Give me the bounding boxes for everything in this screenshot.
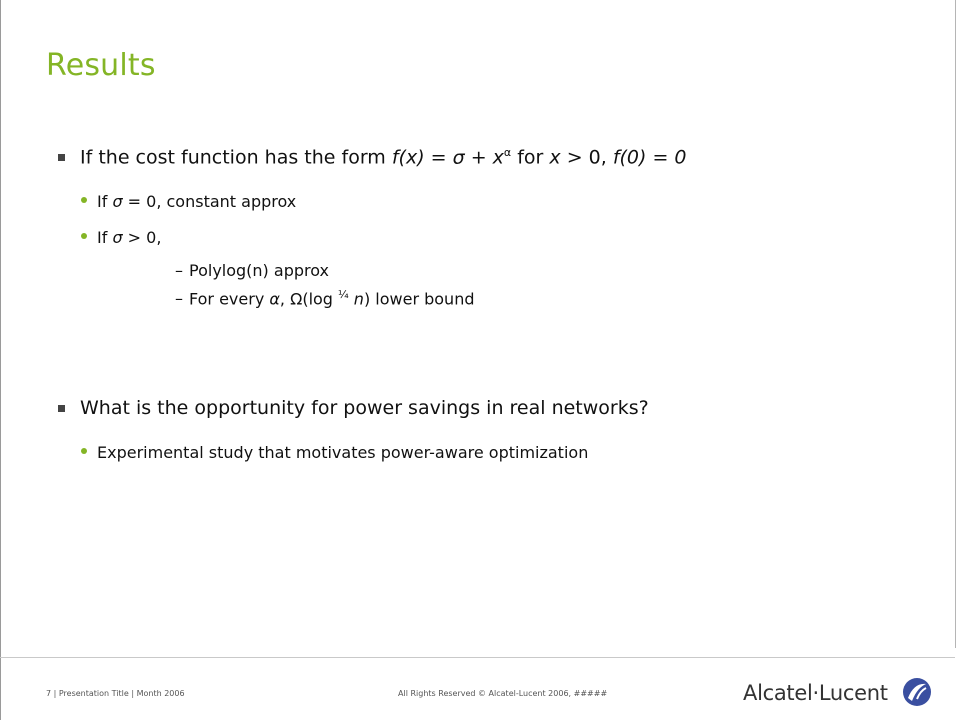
plus-sign: + xyxy=(464,146,493,169)
omega-symbol: Ω xyxy=(290,289,303,309)
slide-title: Results xyxy=(46,48,156,83)
sub-bullet-experimental-study: Experimental study that motivates power-aware optimization xyxy=(97,443,589,462)
formula-f0: f(0) = 0 xyxy=(612,146,687,169)
condition-text: > 0, xyxy=(560,146,613,169)
sub-bullet-sigma-positive xyxy=(97,228,161,247)
dot-bullet-icon xyxy=(81,448,87,454)
dot-bullet-icon xyxy=(81,233,87,239)
bullet-power-savings: What is the opportunity for power savings in real networks? xyxy=(80,397,649,419)
variable-n: n xyxy=(348,289,364,309)
sub-bullet-text: If xyxy=(97,228,113,247)
alpha-exponent: α xyxy=(503,146,512,159)
footer-divider xyxy=(0,657,955,658)
sub-bullet-text: = 0, constant approx xyxy=(122,192,297,211)
dot-bullet-icon xyxy=(81,197,87,203)
alcatel-lucent-logo-icon xyxy=(902,677,932,707)
variable-x: x xyxy=(492,146,504,169)
sub-bullet-text: > 0, xyxy=(122,228,162,247)
sigma-symbol: σ xyxy=(112,228,123,247)
dash-bullet: – xyxy=(175,289,183,309)
square-bullet-icon xyxy=(58,154,65,161)
sub-sub-bullet-text: For every xyxy=(189,289,270,309)
dash-bullet: – xyxy=(175,261,183,280)
company-logo-text: Alcatel·Lucent xyxy=(743,681,888,705)
quarter-exponent: ¼ xyxy=(338,288,349,301)
sub-sub-bullet-polylog xyxy=(175,261,329,280)
alpha-symbol: α xyxy=(269,289,280,309)
bullet-cost-function xyxy=(80,146,687,168)
footer-page-info: 7 | Presentation Title | Month 2006 xyxy=(46,689,185,698)
slide-left-border xyxy=(0,0,1,720)
log-text: (log xyxy=(302,289,339,309)
sub-sub-bullet-lower-bound xyxy=(175,288,475,308)
comma: , xyxy=(279,289,291,309)
sub-bullet-sigma-zero xyxy=(97,192,296,211)
for-word: for xyxy=(511,146,550,169)
slide-right-border xyxy=(955,0,956,648)
formula-fx: f(x) = xyxy=(391,146,453,169)
sigma-symbol: σ xyxy=(452,146,465,169)
square-bullet-icon xyxy=(58,405,65,412)
sub-sub-bullet-text: ) lower bound xyxy=(363,289,475,309)
bullet-text: If the cost function has the form xyxy=(80,146,392,169)
sub-bullet-text: If xyxy=(97,192,113,211)
sub-sub-bullet-text: Polylog(n) approx xyxy=(189,261,329,280)
footer-copyright: All Rights Reserved © Alcatel-Lucent 2006, ##### xyxy=(398,689,608,698)
variable-x: x xyxy=(549,146,561,169)
sigma-symbol: σ xyxy=(112,192,123,211)
